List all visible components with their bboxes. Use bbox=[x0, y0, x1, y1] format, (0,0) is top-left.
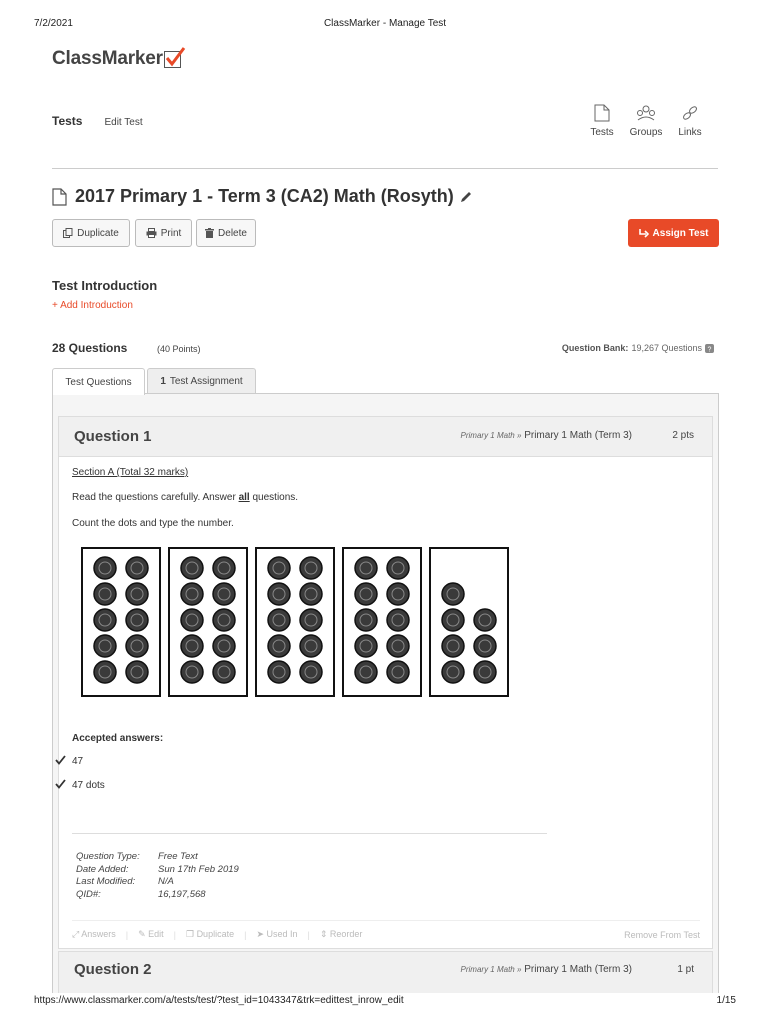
dot bbox=[268, 583, 290, 605]
question-category-parent: Primary 1 Math » bbox=[460, 965, 522, 974]
question-title: Question 2 bbox=[74, 961, 152, 978]
question-bank-value: 19,267 Questions bbox=[631, 343, 702, 353]
trash-icon bbox=[205, 228, 214, 238]
dot bbox=[387, 583, 409, 605]
dot bbox=[442, 661, 464, 683]
dot bbox=[126, 557, 148, 579]
dot bbox=[300, 661, 322, 683]
dot bbox=[474, 609, 496, 631]
meta-value: 16,197,568 bbox=[158, 888, 206, 900]
dot-frame bbox=[169, 548, 247, 696]
dot bbox=[126, 635, 148, 657]
nav-edit-test[interactable]: Edit Test bbox=[104, 117, 143, 128]
action-separator: | bbox=[244, 929, 247, 940]
dot bbox=[213, 557, 235, 579]
dot bbox=[268, 635, 290, 657]
dot bbox=[213, 583, 235, 605]
accepted-answers-label: Accepted answers: bbox=[72, 733, 164, 744]
question-bank-label: Question Bank: bbox=[561, 343, 629, 353]
top-nav-links-label: Links bbox=[678, 127, 702, 138]
question-category-name: Primary 1 Math (Term 3) bbox=[524, 430, 632, 441]
print-page-number: 1/15 bbox=[716, 995, 736, 1006]
help-icon[interactable] bbox=[705, 344, 714, 353]
question-points: 2 pts bbox=[672, 430, 694, 441]
dot bbox=[355, 661, 377, 683]
meta-row bbox=[76, 864, 239, 877]
header-divider bbox=[52, 168, 718, 169]
meta-value: Sun 17th Feb 2019 bbox=[158, 863, 239, 875]
question-bank-info bbox=[562, 343, 714, 353]
instructions-post: questions. bbox=[249, 492, 299, 503]
test-title-text: 2017 Primary 1 - Term 3 (CA2) Math (Rosyth) bbox=[75, 186, 454, 206]
dot bbox=[268, 609, 290, 631]
document-icon bbox=[594, 104, 610, 122]
dot-frame bbox=[82, 548, 160, 696]
tab-test-questions[interactable] bbox=[52, 368, 145, 395]
question-prompt: Count the dots and type the number. bbox=[72, 518, 234, 529]
dot bbox=[442, 609, 464, 631]
action-separator: | bbox=[173, 929, 176, 940]
copy-icon bbox=[63, 228, 73, 238]
dot bbox=[94, 609, 116, 631]
assign-test-button[interactable] bbox=[628, 219, 719, 247]
instructions-bold: all bbox=[238, 492, 250, 503]
dot bbox=[387, 557, 409, 579]
dot bbox=[474, 661, 496, 683]
accepted-answer-text: 47 bbox=[72, 756, 84, 767]
page-title bbox=[52, 186, 472, 207]
share-arrow-icon bbox=[639, 229, 649, 238]
dot bbox=[387, 661, 409, 683]
dot bbox=[300, 635, 322, 657]
dot bbox=[213, 609, 235, 631]
checkmark-icon bbox=[55, 755, 72, 768]
dot bbox=[355, 557, 377, 579]
reorder-action[interactable]: ⇕ Reorder bbox=[319, 929, 363, 939]
dot bbox=[94, 661, 116, 683]
dot-frames-image bbox=[80, 546, 520, 698]
dot bbox=[213, 661, 235, 683]
classmarker-logo[interactable] bbox=[52, 48, 181, 70]
question-header bbox=[59, 417, 712, 457]
dot bbox=[355, 609, 377, 631]
breadcrumb bbox=[52, 114, 143, 128]
instructions bbox=[72, 492, 298, 503]
edit-action-label: Edit bbox=[148, 929, 164, 939]
dot bbox=[300, 609, 322, 631]
dot bbox=[181, 635, 203, 657]
printer-icon bbox=[146, 228, 157, 238]
dot bbox=[126, 583, 148, 605]
meta-key: Question Type: bbox=[76, 851, 140, 862]
top-icon-nav bbox=[584, 104, 708, 138]
dot bbox=[213, 635, 235, 657]
print-title: ClassMarker - Manage Test bbox=[323, 18, 447, 29]
meta-row bbox=[76, 851, 239, 864]
question-points: 1 pt bbox=[677, 964, 694, 975]
logo-check-icon bbox=[164, 51, 181, 68]
edit-action[interactable]: ✎ Edit bbox=[138, 929, 164, 939]
question-title: Question 1 bbox=[74, 428, 152, 445]
top-nav-links[interactable] bbox=[672, 104, 708, 138]
dot bbox=[268, 661, 290, 683]
dot bbox=[94, 557, 116, 579]
meta-row bbox=[76, 876, 239, 889]
document-icon bbox=[52, 188, 67, 206]
tab-test-assignment-count: 1 bbox=[160, 376, 166, 387]
dot bbox=[442, 635, 464, 657]
question-category-parent: Primary 1 Math » bbox=[460, 431, 522, 440]
question-category[interactable] bbox=[461, 430, 632, 441]
dot-frame bbox=[343, 548, 421, 696]
total-points: (40 Points) bbox=[157, 344, 201, 354]
dot-frame bbox=[256, 548, 334, 696]
accepted-answer bbox=[55, 755, 83, 768]
question-count: 28 Questions bbox=[52, 341, 128, 355]
question-category[interactable] bbox=[461, 964, 632, 975]
action-separator: | bbox=[307, 929, 310, 940]
used-in-action[interactable]: ➤ Used In bbox=[256, 929, 298, 939]
top-nav-groups-label: Groups bbox=[629, 127, 663, 138]
dot bbox=[300, 583, 322, 605]
delete-label: Delete bbox=[218, 227, 247, 239]
assign-test-label: Assign Test bbox=[652, 227, 709, 239]
print-button[interactable] bbox=[135, 219, 192, 247]
accepted-answer-text: 47 dots bbox=[72, 780, 105, 791]
dot bbox=[355, 583, 377, 605]
print-date: 7/2/2021 bbox=[34, 18, 73, 29]
add-introduction-link[interactable]: + Add Introduction bbox=[52, 300, 133, 311]
delete-button[interactable] bbox=[196, 219, 256, 247]
meta-key: Date Added: bbox=[76, 863, 129, 875]
dot bbox=[181, 557, 203, 579]
nav-tests[interactable]: Tests bbox=[52, 114, 83, 128]
dot bbox=[126, 661, 148, 683]
answers-action-label: Answers bbox=[81, 929, 116, 939]
top-nav-groups[interactable] bbox=[628, 104, 664, 138]
reorder-action-label: Reorder bbox=[329, 929, 363, 939]
dot bbox=[126, 609, 148, 631]
accepted-answer bbox=[55, 779, 105, 792]
used-in-action-label: Used In bbox=[266, 929, 298, 939]
answers-action[interactable]: ⤢ Answers bbox=[72, 929, 116, 939]
top-nav-tests[interactable] bbox=[584, 104, 620, 138]
intro-heading: Test Introduction bbox=[52, 278, 158, 293]
question-meta bbox=[76, 851, 239, 901]
dot bbox=[268, 557, 290, 579]
dot bbox=[387, 609, 409, 631]
meta-value: Free Text bbox=[158, 851, 198, 862]
duplicate-action-label: Duplicate bbox=[196, 929, 235, 939]
meta-key: Last Modified: bbox=[76, 876, 136, 888]
groups-icon bbox=[636, 104, 656, 122]
top-nav-tests-label: Tests bbox=[590, 127, 614, 138]
meta-value: N/A bbox=[158, 876, 174, 888]
tab-test-questions-label: Test Questions bbox=[65, 376, 132, 388]
remove-from-test-action[interactable]: Remove From Test bbox=[624, 929, 700, 940]
meta-key: QID#: bbox=[76, 888, 101, 900]
section-heading: Section A (Total 32 marks) bbox=[72, 467, 189, 478]
action-separator: | bbox=[125, 929, 129, 940]
dot bbox=[300, 557, 322, 579]
dot bbox=[355, 635, 377, 657]
question-card bbox=[58, 951, 713, 993]
logo-text: ClassMarker bbox=[52, 48, 163, 69]
duplicate-button[interactable] bbox=[52, 219, 130, 247]
dot bbox=[181, 609, 203, 631]
duplicate-label: Duplicate bbox=[77, 227, 119, 239]
dot bbox=[387, 635, 409, 657]
tab-test-assignment-label: Test Assignment bbox=[169, 376, 243, 387]
dot bbox=[94, 583, 116, 605]
question-category-name: Primary 1 Math (Term 3) bbox=[524, 964, 632, 975]
print-label: Print bbox=[160, 227, 182, 239]
pencil-icon[interactable] bbox=[460, 191, 472, 203]
print-url: https://www.classmarker.com/a/tests/test/?test_id=1043347&trk=edittest_inrow_edit bbox=[34, 995, 404, 1006]
question-actions bbox=[72, 920, 700, 948]
instructions-pre: Read the questions carefully. Answer bbox=[72, 492, 239, 503]
dot bbox=[181, 661, 203, 683]
dot bbox=[94, 635, 116, 657]
dot bbox=[181, 583, 203, 605]
link-icon bbox=[681, 104, 699, 122]
meta-row bbox=[76, 889, 239, 902]
svg-text:?: ? bbox=[707, 345, 712, 353]
meta-divider bbox=[72, 833, 547, 834]
dot bbox=[442, 583, 464, 605]
duplicate-action[interactable]: ❐ Duplicate bbox=[185, 929, 235, 939]
dot bbox=[474, 635, 496, 657]
checkmark-icon bbox=[55, 779, 72, 792]
dot-frame bbox=[430, 548, 508, 696]
tab-test-assignment[interactable] bbox=[147, 368, 256, 394]
